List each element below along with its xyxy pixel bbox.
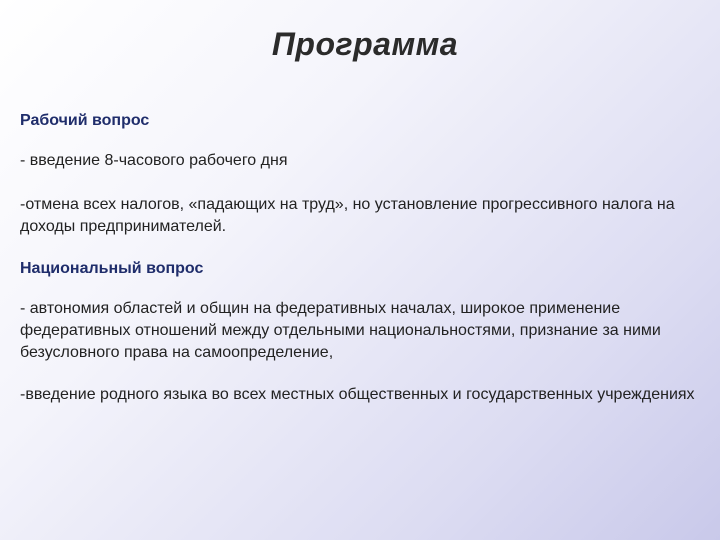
slide-title: Программа [271,26,459,62]
national-item-autonomy: - автономия областей и общин на федеративных началах, широкое применение федеративных отношений между отдельными национальностями, признание за ними безусловного права на самоопределение, [20,300,661,361]
labor-item-tax-reform: -отмена всех налогов, «падающих на труд», но установление прогрессивного налога на доходы предпринимателей. [20,196,675,235]
slide-content [20,110,700,406]
section-heading-national: Национальный вопрос [20,260,204,277]
national-item-native-language: -введение родного языка во всех местных общественных и государственных учреждениях [20,386,695,403]
section-heading-labor: Рабочий вопрос [20,112,150,129]
labor-item-8-hour-day: - введение 8-часового рабочего дня [20,152,288,169]
